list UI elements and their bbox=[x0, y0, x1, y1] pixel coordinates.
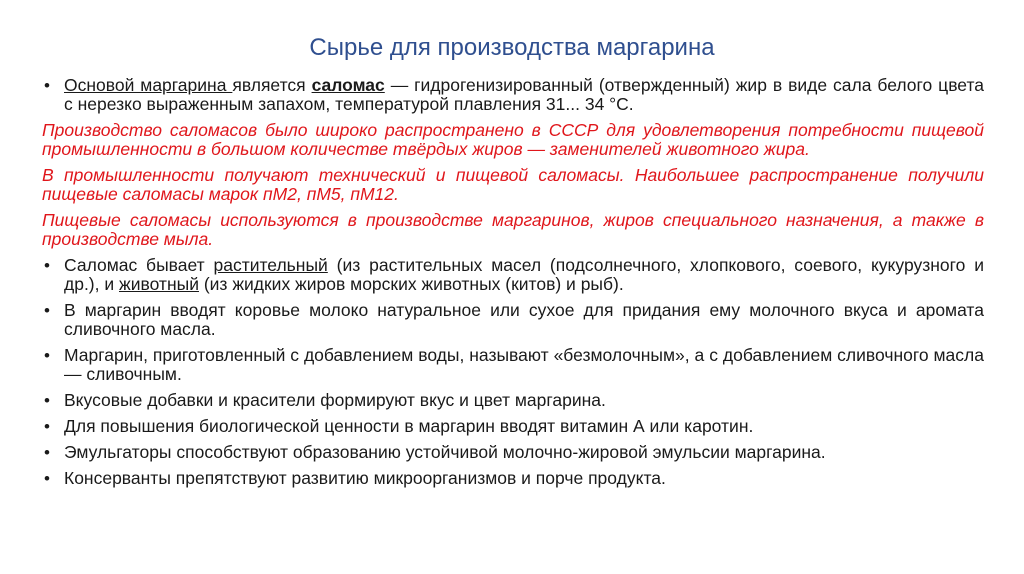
highlight-paragraph-1: Производство саломасов было широко распространено в СССР для удовлетворения потребности пищевой промышленности в большом количестве твёрдых жиров — заменителей животного жира. bbox=[42, 120, 984, 159]
bullet-text: Для повышения биологической ценности в маргарин вводят витамин А или каротин. bbox=[64, 416, 754, 436]
bullet-item-6 bbox=[42, 417, 984, 436]
bullet-marker: • bbox=[44, 417, 50, 436]
bullet-item-5 bbox=[42, 391, 984, 410]
key-term: саломас bbox=[311, 75, 385, 95]
bullet-item-4 bbox=[42, 346, 984, 384]
bullet-item-7 bbox=[42, 443, 984, 462]
bullet-text: Эмульгаторы способствуют образованию устойчивой молочно-жировой эмульсии маргарина. bbox=[64, 442, 826, 462]
underlined-term: животный bbox=[119, 274, 199, 294]
bullet-marker: • bbox=[44, 346, 50, 365]
bullet-text: Маргарин, приготовленный с добавлением воды, называют «безмолочным», а с добавлением сливочного масла — сливочным. bbox=[64, 345, 984, 384]
bullet-text: Вкусовые добавки и красители формируют вкус и цвет маргарина. bbox=[64, 390, 606, 410]
highlight-paragraph-3: Пищевые саломасы используются в производстве маргаринов, жиров специального назначения, а также в производстве мыла. bbox=[42, 210, 984, 249]
bullet-item-3 bbox=[42, 301, 984, 339]
underlined-phrase: Основой маргарина bbox=[64, 75, 233, 95]
bullet-marker: • bbox=[44, 443, 50, 462]
underlined-term: растительный bbox=[213, 255, 328, 275]
bullet-item-1: • Основой маргарина является саломас — гидрогенизированный (отвержденный) жир в виде сала белого цвета с нерезко выраженным запахом, температурой плавления 31... 34 °С. bbox=[44, 75, 984, 114]
bullet-marker: • bbox=[44, 469, 50, 488]
slide-title: Сырье для производства маргарина bbox=[309, 34, 715, 61]
bullet-item-8 bbox=[42, 469, 984, 488]
bullet-marker: • bbox=[44, 76, 50, 95]
slide-content bbox=[42, 76, 984, 495]
bullet-text: В маргарин вводят коровье молоко натуральное или сухое для придания ему молочного вкуса и аромата сливочного масла. bbox=[64, 300, 984, 339]
bullet-marker: • bbox=[44, 256, 50, 275]
bullet-marker: • bbox=[44, 391, 50, 410]
bullet-item-2: • Саломас бывает растительный (из растительных масел (подсолнечного, хлопкового, соевого, кукурузного и др.), и животный (из жидких жиров морских животных (китов) и рыб). bbox=[44, 255, 984, 294]
bullet-text: Консерванты препятствуют развитию микроорганизмов и порче продукта. bbox=[64, 468, 666, 488]
highlight-paragraph-2: В промышленности получают технический и пищевой саломасы. Наибольшее распространение получили пищевые саломасы марок пМ2, пМ5, пМ12. bbox=[42, 165, 984, 204]
bullet-marker: • bbox=[44, 301, 50, 320]
